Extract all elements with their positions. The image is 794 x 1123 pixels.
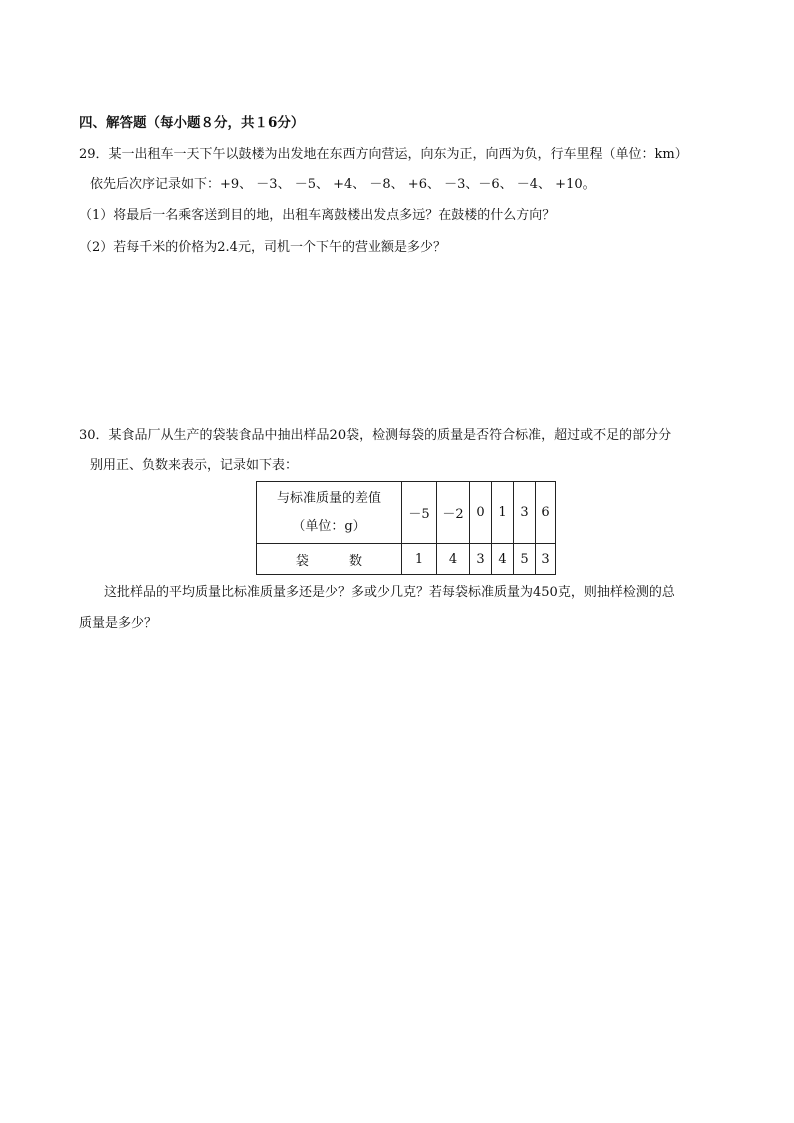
table-header-count: 袋 数 <box>257 544 402 575</box>
table-cell-value: 3 <box>514 482 536 544</box>
question-29-line-2: 依先后次序记录如下：+9、 －3、 －5、 +4、 －8、 +6、 －3、－6、 －4、 +10。 <box>90 177 596 192</box>
table-cell-value: 1 <box>492 482 514 544</box>
question-30-line-2: 别用正、负数来表示，记录如下表： <box>90 458 299 473</box>
table-header-line-2: （单位：g） <box>292 518 366 534</box>
table-header-line-1: 与标准质量的差值 <box>276 490 381 506</box>
table-cell-count: 4 <box>492 544 514 575</box>
table-cell-count: 1 <box>402 544 437 575</box>
question-30-question-line-1: 这批样品的平均质量比标准质量多还是少？多或少几克？若每袋标准质量为450克，则抽样检测的总 <box>104 585 675 600</box>
table-header-deviation <box>257 482 402 544</box>
table-cell-count: 4 <box>437 544 470 575</box>
question-29-line-1: 29．某一出租车一天下午以鼓楼为出发地在东西方向营运，向东为正，向西为负，行车里程（单位：km） <box>79 147 688 162</box>
question-30-line-1: 30．某食品厂从生产的袋装食品中抽出样品20袋，检测每袋的质量是否符合标准，超过或不足的部分分 <box>79 428 672 443</box>
question-29-part-1: （1）将最后一名乘客送到目的地，出租车离鼓楼出发点多远？在鼓楼的什么方向？ <box>79 208 556 223</box>
table-row-count <box>257 544 556 575</box>
question-30-question-line-2: 质量是多少？ <box>79 616 158 631</box>
question-29-part-2: （2）若每千米的价格为2.4元，司机一个下午的营业额是多少？ <box>79 240 446 255</box>
table-cell-value: 0 <box>470 482 492 544</box>
table-cell-count: 3 <box>470 544 492 575</box>
deviation-table <box>256 481 556 575</box>
table-cell-count: 3 <box>536 544 556 575</box>
table-row-deviation <box>257 482 556 544</box>
table-cell-value: －5 <box>402 482 437 544</box>
table-cell-value: －2 <box>437 482 470 544</box>
section-heading: 四、解答题（每小题８分，共１6分） <box>79 115 305 131</box>
table-cell-count: 5 <box>514 544 536 575</box>
table-cell-value: 6 <box>536 482 556 544</box>
